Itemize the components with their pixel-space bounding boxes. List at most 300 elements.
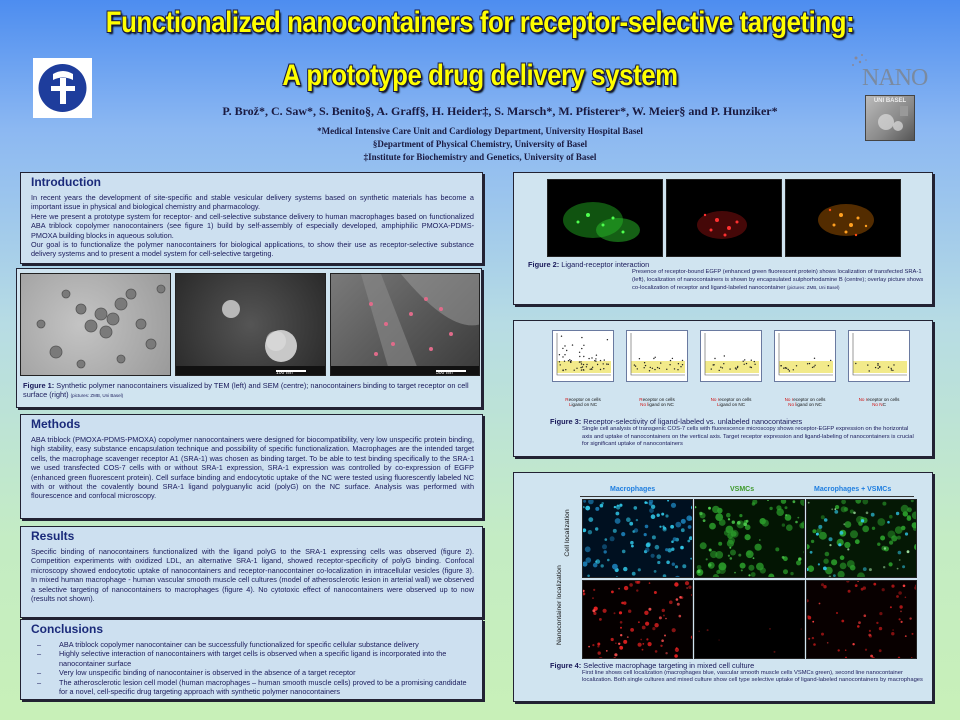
fluorescent-dot: [737, 521, 741, 525]
mixed-cell-image: [806, 499, 917, 578]
figure1-label: Figure 1:: [23, 381, 55, 390]
fluorescent-dot: [671, 548, 674, 551]
scatter-point: [809, 363, 810, 364]
fluorescent-dot: [713, 574, 719, 578]
figure3-label: Figure 3:: [550, 417, 582, 426]
scatter-point: [814, 358, 815, 359]
fluorescent-dot: [887, 521, 890, 524]
fluorescent-dot: [768, 574, 774, 579]
fluorescent-dot: [738, 554, 741, 557]
fluorescent-dot: [901, 621, 903, 623]
fluorescent-dot: [866, 512, 869, 515]
conclusions-panel: [20, 619, 483, 700]
fluorescent-dot: [659, 526, 661, 528]
fluorescent-dot: [614, 653, 617, 656]
fluorescent-dot: [782, 523, 785, 526]
figure4-caption: [550, 661, 928, 685]
fluorescent-dot: [870, 655, 873, 658]
fluorescent-dot: [588, 646, 590, 648]
fluorescent-dot: [898, 551, 902, 555]
scatter-point: [580, 361, 581, 362]
fluorescent-dot: [801, 628, 803, 630]
figure3-caption: [550, 417, 920, 448]
fluorescent-dot: [847, 548, 849, 550]
fluorescent-dot: [616, 576, 618, 578]
fluorescent-dot: [724, 530, 730, 536]
fluorescent-dot: [634, 528, 638, 532]
fluorescent-dot: [861, 519, 864, 522]
fluorescent-dot: [876, 622, 878, 624]
fluorescent-dot: [855, 584, 858, 587]
fluorescent-dot: [781, 500, 786, 504]
fluorescent-dot: [727, 540, 734, 547]
mixed-nc-image: [806, 580, 917, 659]
fluorescent-dot: [812, 637, 814, 639]
fluorescent-dot: [603, 609, 607, 613]
scatter-plot-label-5: No receptor on cells No NC: [858, 397, 900, 408]
fluorescent-dot: [593, 563, 598, 568]
fluorescent-dot: [605, 538, 608, 541]
scatter-point: [677, 369, 678, 370]
fluorescent-dot: [821, 515, 825, 519]
fluorescent-dot: [593, 589, 595, 591]
fluorescent-dot: [841, 500, 846, 504]
scatter-point: [830, 360, 831, 361]
fluorescent-dot: [845, 657, 847, 659]
fluorescent-dot: [715, 513, 723, 521]
conclusion-item: – The atherosclerotic lesion cell model (human macrophages – human smooth muscle cells) proved to be a promising candidate for a novel, cell-specific drug targeting approach with synthetic polymer nanocontainers: [31, 678, 474, 697]
fluorescent-dot: [709, 523, 716, 530]
fluorescent-dot: [898, 657, 900, 659]
fluorescent-dot: [663, 527, 666, 530]
fluorescent-dot: [667, 500, 669, 502]
fluorescent-dot: [583, 528, 586, 532]
fluorescent-dot: [877, 543, 880, 546]
scatter-point: [603, 363, 604, 364]
scatter-point: [877, 365, 878, 366]
fluorescent-dot: [587, 575, 590, 578]
scatter-point: [596, 355, 597, 356]
fluorescent-dot: [610, 536, 615, 541]
scatter-point: [723, 363, 724, 364]
fluorescent-dot: [660, 645, 662, 647]
scatter-point: [579, 352, 580, 353]
fluorescent-dot: [732, 521, 735, 524]
scatter-point: [591, 368, 592, 369]
fluorescent-dot: [889, 541, 893, 545]
fluorescent-dot: [775, 547, 779, 551]
scatter-point: [559, 354, 560, 355]
scatter-plot-3: [700, 330, 762, 382]
fluorescent-dot: [661, 513, 664, 516]
fluorescent-dot: [726, 513, 731, 518]
fluorescent-dot: [675, 565, 678, 568]
fluorescent-dot: [869, 630, 871, 632]
fluorescent-dot: [622, 550, 626, 554]
scatter-point: [568, 360, 569, 361]
fluorescent-dot: [680, 546, 684, 550]
fluorescent-dot: [831, 508, 833, 510]
macrophage-nc-image: [582, 580, 693, 659]
fluorescent-dot: [863, 567, 867, 571]
fluorescent-dot: [665, 548, 668, 551]
fluorescent-dot: [912, 522, 917, 528]
figure4-title: Selective macrophage targeting in mixed cell culture: [583, 661, 755, 670]
scatter-plot-2: [626, 330, 688, 382]
fluorescent-dot: [662, 609, 665, 612]
fluorescent-dot: [811, 540, 814, 543]
svg-text:NANO: NANO: [862, 65, 928, 91]
scatter-point: [682, 364, 683, 365]
fluorescent-dot: [642, 649, 644, 651]
fluorescent-dot: [644, 533, 647, 536]
fluorescent-dot: [879, 627, 882, 630]
scatter-point: [867, 364, 868, 365]
scatter-point: [807, 363, 808, 364]
scatter-point: [582, 366, 583, 367]
fluorescent-dot: [902, 565, 905, 568]
figure3-panel: [513, 320, 933, 457]
fluorescent-dot: [674, 654, 678, 658]
scatter-point: [744, 364, 745, 365]
scatter-point: [828, 365, 829, 366]
fluorescent-dot: [648, 608, 651, 611]
fluorescent-dot: [672, 563, 675, 566]
fluorescent-dot: [748, 574, 750, 576]
scatter-point: [888, 367, 889, 368]
fluorescent-dot: [618, 588, 620, 590]
fluorescent-dot: [593, 612, 596, 615]
scatter-point: [737, 366, 738, 367]
scatter-point: [603, 368, 604, 369]
scatter-plot-5: [848, 330, 910, 382]
fluorescent-dot: [751, 572, 756, 577]
fluorescent-dot: [651, 514, 656, 519]
scatter-point: [657, 367, 658, 368]
scatter-plot-1: [552, 330, 614, 382]
fluorescent-dot: [652, 535, 656, 539]
fluorescent-dot: [825, 552, 830, 557]
fluorescent-dot: [585, 506, 590, 511]
scatter-point: [751, 367, 752, 368]
fluorescent-dot: [623, 640, 627, 644]
fluorescent-dot: [645, 548, 650, 553]
fluorescent-dot: [767, 500, 769, 501]
fluorescent-dot: [905, 635, 907, 637]
fluorescent-dot: [823, 559, 828, 564]
scatter-point: [719, 370, 720, 371]
fluorescent-dot: [597, 645, 599, 647]
fluorescent-dot: [905, 597, 907, 599]
fluorescent-dot: [709, 549, 712, 552]
fluorescent-dot: [679, 615, 682, 618]
fluorescent-dot: [689, 536, 693, 540]
fluorescent-dot: [675, 576, 680, 578]
scatter-plot-label-3: No receptor on cells Ligand on NC: [710, 397, 752, 408]
fluorescent-dot: [706, 558, 708, 560]
fluorescent-dot: [790, 572, 793, 575]
fluorescent-dot: [673, 537, 677, 541]
sem-scale-label: 100 nm: [276, 370, 293, 376]
fluorescent-dot: [728, 555, 730, 557]
fluorescent-dot: [629, 583, 633, 587]
cell-scale-label: 500 nm: [436, 370, 453, 376]
fluorescent-dot: [614, 506, 616, 508]
fluorescent-dot: [644, 501, 647, 504]
fluorescent-dot: [846, 581, 849, 583]
fluorescent-dot: [808, 616, 812, 620]
scatter-point: [592, 367, 593, 368]
fluorescent-dot: [899, 559, 901, 561]
figure2-source: (pictures: ZMB, Uni Basel): [787, 285, 840, 291]
fluorescent-dot: [652, 627, 655, 630]
fluorescent-dot: [613, 529, 617, 533]
figure2-caption: [528, 260, 928, 292]
fluorescent-dot: [638, 568, 641, 571]
fluorescent-dot: [664, 635, 666, 637]
fluorescent-dot: [755, 544, 762, 551]
scatter-point: [586, 364, 587, 365]
fluorescent-dot: [818, 563, 820, 565]
fluorescent-dot: [759, 539, 761, 541]
scatter-point: [891, 368, 892, 369]
scatter-point: [879, 366, 880, 367]
fluorescent-dot: [583, 506, 585, 508]
fluorescent-dot: [841, 506, 847, 512]
fluorescent-dot: [718, 639, 720, 641]
fluorescent-dot: [838, 649, 840, 651]
scatter-point: [666, 369, 667, 370]
threshold-band: [631, 361, 685, 373]
scatter-point: [576, 368, 577, 369]
scatter-point: [813, 366, 814, 367]
fluorescent-dot: [892, 629, 894, 631]
scatter-point: [564, 361, 565, 362]
fluorescent-dot: [897, 568, 899, 570]
figure2-panel: [513, 172, 933, 305]
scatter-point: [855, 363, 856, 364]
fluorescent-dot: [671, 503, 676, 508]
figure3-caption-text: Single cell analysis of transgenic COS-7 cells with fluorescence microscopy shows receptor-EGFP expression on the horizontal axis and uptake of nanocontainers on the vertical axis. Target receptor expression and ligand-labeling of nanocontainers is crucial for significant uptake of nanocontainers: [582, 426, 914, 448]
fluorescent-dot: [899, 618, 901, 620]
fluorescent-dot: [607, 559, 610, 562]
fluorescent-dot: [615, 518, 621, 524]
fluorescent-dot: [599, 618, 602, 621]
fluorescent-dot: [649, 582, 651, 584]
scatter-point: [891, 369, 892, 370]
scatter-point: [569, 359, 570, 360]
fluorescent-dot: [760, 518, 766, 524]
fluorescent-dot: [626, 517, 631, 522]
fluorescent-dot: [686, 515, 692, 521]
fluorescent-dot: [629, 522, 633, 526]
results-body: Specific binding of nanocontainers functionalized with the ligand polyG to the SRA-1 expressing cells was observed (figure 2). Competition experiments with oxidized LDL, an alternative SRA-1 ligand, showed receptor-specificity of polyG binding. Confocal microscopy showed endocytotic uptake of nanocontainers and receptor-nanocontainer co-localization in intracellular vesicles (figure 3). In mixed human macrophage - human vascular smooth muscle cell cultures (model of atherosclerotic lesion in arterial wall) we observed a selective targeting of nanocontainers to macrophages (figure 4). No cytotoxic effect of nanocontainers were observed up to now (results not shown).: [31, 547, 474, 604]
scatter-point: [607, 339, 608, 340]
scatter-point: [637, 368, 638, 369]
scatter-point: [722, 367, 723, 368]
fluorescent-dot: [796, 560, 801, 565]
fluorescent-dot: [844, 542, 850, 548]
scatter-point: [645, 365, 646, 366]
sulphorhodamine-image: [666, 179, 782, 257]
fluorescent-dot: [808, 565, 815, 572]
column-macrophages: Macrophages: [610, 486, 656, 493]
threshold-band: [557, 361, 611, 373]
fluorescent-dot: [631, 545, 634, 548]
conclusions-list: [31, 640, 474, 696]
fluorescent-dot: [613, 657, 616, 659]
scatter-point: [878, 368, 879, 369]
fluorescent-dot: [889, 562, 893, 566]
fluorescent-dot: [864, 614, 867, 617]
fluorescent-dot: [681, 528, 685, 532]
fluorescent-dot: [630, 541, 634, 545]
fluorescent-dot: [620, 621, 623, 624]
fluorescent-dot: [769, 507, 772, 510]
fluorescent-dot: [654, 623, 658, 627]
fluorescent-dot: [665, 652, 667, 654]
fluorescent-dot: [697, 565, 702, 570]
figure4-caption-text: First line shows cell localization (macrophages blue, vascular smooth muscle cells VSMCs green), second line nanocontainer localization. Both single cultures and mixed culture show cell type selective uptake of ligand-labeled nanocontainers by macrophages: [582, 670, 923, 684]
fluorescent-dot: [821, 633, 824, 636]
scatter-point: [561, 336, 562, 337]
fluorescent-dot: [879, 649, 882, 652]
scatter-point: [653, 358, 654, 359]
scatter-point: [574, 370, 575, 371]
fluorescent-dot: [632, 572, 636, 576]
fluorescent-dot: [834, 508, 836, 510]
fluorescent-dot: [853, 512, 856, 515]
fluorescent-dot: [646, 638, 648, 640]
scatter-point: [560, 364, 561, 365]
fluorescent-dot: [907, 515, 911, 519]
sem-image: [175, 273, 326, 376]
fluorescent-dot: [891, 535, 897, 541]
fluorescent-dot: [776, 505, 781, 510]
fluorescent-dot: [816, 533, 819, 536]
affiliation-2: §Department of Physical Chemistry, University of Basel: [372, 139, 588, 149]
figure2-label: Figure 2:: [528, 260, 560, 269]
fluorescent-dot: [862, 500, 868, 505]
scatter-plot-label-2: Receptor on cells No ligand on NC: [639, 397, 675, 408]
fluorescent-dot: [800, 500, 805, 506]
fluorescent-dot: [891, 585, 894, 588]
scatter-point: [590, 369, 591, 370]
scatter-point: [564, 354, 565, 355]
fluorescent-dot: [597, 643, 600, 646]
fluorescent-dot: [715, 551, 723, 559]
fluorescent-dot: [847, 560, 855, 568]
fluorescent-dot: [793, 500, 796, 503]
fluorescent-dot: [804, 551, 806, 554]
fluorescent-dot: [769, 628, 771, 630]
fluorescent-dot: [827, 642, 829, 644]
nano-logo: [850, 52, 930, 92]
fluorescent-dot: [884, 547, 886, 549]
fluorescent-dot: [877, 518, 885, 526]
fluorescent-dot: [648, 642, 652, 646]
fluorescent-dot: [651, 554, 655, 558]
fluorescent-dot: [871, 513, 875, 517]
scatter-point: [786, 368, 787, 369]
fluorescent-dot: [865, 649, 867, 651]
fluorescent-dot: [703, 519, 706, 522]
fluorescent-dot: [649, 502, 653, 506]
fluorescent-dot: [697, 570, 700, 573]
fluorescent-dot: [583, 592, 585, 595]
scatter-plot-label-4: No receptor on cells No ligand on NC: [784, 397, 826, 408]
fluorescent-dot: [621, 602, 624, 605]
fluorescent-dot: [840, 555, 845, 560]
scatter-point: [644, 367, 645, 368]
scatter-point: [583, 356, 584, 357]
fluorescent-dot: [734, 572, 736, 574]
fluorescent-dot: [786, 524, 793, 531]
scatter-point: [789, 370, 790, 371]
fluorescent-dot: [676, 598, 679, 601]
fluorescent-dot: [845, 649, 847, 651]
fluorescent-dot: [900, 611, 902, 613]
fluorescent-dot: [901, 526, 906, 531]
fluorescent-dot: [912, 512, 917, 520]
fluorescent-dot: [630, 628, 634, 632]
fluorescent-dot: [599, 657, 603, 659]
fluorescent-dot: [588, 500, 594, 504]
column-vsmcs: VSMCs: [730, 486, 755, 493]
fluorescent-dot: [840, 563, 847, 570]
scatter-point: [565, 369, 566, 370]
poster-title-line2: A prototype drug delivery system: [282, 59, 678, 92]
fluorescent-dot: [669, 601, 673, 605]
fluorescent-dot: [592, 609, 595, 612]
scatter-point: [650, 367, 651, 368]
scatter-point: [566, 350, 567, 351]
scatter-plot-4: [774, 330, 836, 382]
fluorescent-dot: [745, 534, 751, 540]
fluorescent-dot: [617, 505, 619, 507]
scatter-point: [744, 359, 745, 360]
fluorescent-dot: [615, 642, 617, 644]
scatter-point: [743, 361, 744, 362]
scatter-point: [655, 357, 656, 358]
fluorescent-dot: [601, 502, 604, 505]
figure4-panel: [513, 472, 933, 702]
cell-surface-image: [330, 273, 480, 376]
fluorescent-dot: [665, 618, 667, 620]
scatter-point: [580, 367, 581, 368]
row-nc-localization-label: Nanocontainer localization: [556, 565, 563, 645]
fluorescent-dot: [829, 576, 831, 578]
scatter-point: [682, 360, 683, 361]
fluorescent-dot: [850, 530, 858, 538]
fluorescent-dot: [700, 542, 707, 549]
fluorescent-dot: [654, 591, 657, 594]
fluorescent-dot: [638, 643, 642, 647]
fluorescent-dot: [692, 575, 693, 577]
fluorescent-dot: [628, 610, 631, 613]
introduction-heading: Introduction: [31, 175, 101, 189]
fluorescent-dot: [836, 612, 838, 614]
methods-body: ABA triblock (PMOXA-PDMS-PMOXA) copolymer nanocontainers were designed for biocompatibility, very low unspecific protein binding, high stability, easy substance encapsulation technique and possibility of specific functionalization. Macrophages are the intended target cells, the macrophage scavenger receptor A1 (SRA-1) was chosen as binding target. To be able to test binding specifically to the SRA-1 we used transfected COS-7 cells with or without SRA-1 expression, SRA-1 expression was controlled by co-expression of EGFP (enhanced green fluorescent protein). Cell surface binding and endocytotic uptake of the NC were tested using fluorescently labeled NC with or without the covalently bound SRA-1 ligand polyguanylic acid (polyG) on the NC surface. Analysis was performed with flourescence and confocal microscopy.: [31, 435, 474, 501]
fluorescent-dot: [872, 527, 875, 530]
fluorescent-dot: [903, 585, 906, 588]
threshold-band: [779, 361, 833, 373]
fluorescent-dot: [688, 586, 691, 589]
fluorescent-dot: [834, 510, 838, 514]
fluorescent-dot: [634, 506, 638, 510]
fluorescent-dot: [855, 500, 861, 504]
fluorescent-dot: [797, 517, 799, 519]
